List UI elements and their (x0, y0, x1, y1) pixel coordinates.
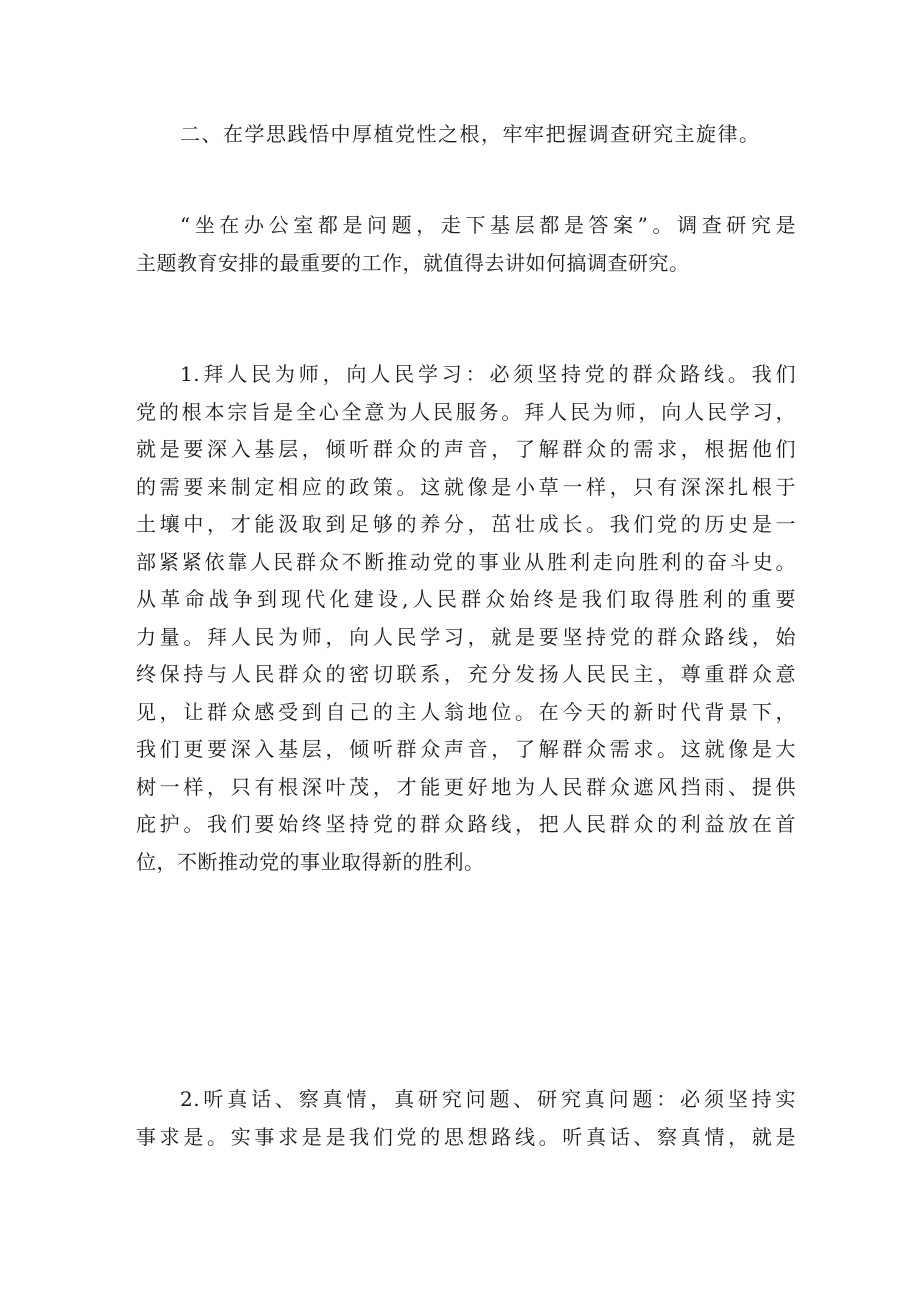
paragraph-line: 树一样，只有根深叶茂，才能更好地为人民群众遮风挡雨、提供 (136, 774, 796, 799)
paragraph-line: 从革命战争到现代化建设,人民群众始终是我们取得胜利的重要 (136, 587, 796, 611)
paragraph-point-1 (136, 356, 796, 881)
paragraph-line: 2.听真话、察真情，真研究问题、研究真问题：必须坚持实 (180, 1087, 796, 1111)
section-heading-text: 二、在学思践悟中厚植党性之根，牢牢把握调查研究主旋律。 (180, 122, 761, 146)
paragraph-line: 位，不断推动党的事业取得新的胜利。 (136, 849, 485, 874)
paragraph-line: 我们更要深入基层，倾听群众声音，了解群众需求。这就像是大 (136, 737, 796, 761)
paragraph-line: “坐在办公室都是问题，走下基层都是答案”。调查研究是 (180, 213, 796, 237)
paragraph-line: 就是要深入基层，倾听群众的声音，了解群众的需求，根据他们 (136, 437, 796, 461)
paragraph-line: 党的根本宗旨是全心全意为人民服务。拜人民为师，向人民学习， (136, 399, 796, 424)
paragraph-line: 事求是。实事求是是我们党的思想路线。听真话、察真情，就是 (136, 1124, 796, 1149)
paragraph-intro (136, 207, 796, 282)
paragraph-line: 力量。拜人民为师，向人民学习，就是要坚持党的群众路线，始 (136, 624, 796, 649)
paragraph-line: 见，让群众感受到自己的主人翁地位。在今天的新时代背景下， (136, 699, 796, 724)
paragraph-line: 1.拜人民为师，向人民学习：必须坚持党的群众路线。我们 (180, 362, 796, 386)
paragraph-line: 终保持与人民群众的密切联系，充分发扬人民民主，尊重群众意 (136, 662, 796, 686)
paragraph-line: 的需要来制定相应的政策。这就像是小草一样，只有深深扎根于 (136, 474, 796, 499)
section-heading (136, 116, 796, 154)
paragraph-line: 主题教育安排的最重要的工作，就值得去讲如何搞调查研究。 (136, 250, 690, 275)
paragraph-point-2 (136, 1081, 796, 1156)
paragraph-line: 土壤中，才能汲取到足够的养分，茁壮成长。我们党的历史是一 (136, 512, 796, 536)
paragraph-line: 庇护。我们要始终坚持党的群众路线，把人民群众的利益放在首 (136, 812, 796, 836)
paragraph-line: 部紧紧依靠人民群众不断推动党的事业从胜利走向胜利的奋斗史。 (136, 549, 796, 574)
